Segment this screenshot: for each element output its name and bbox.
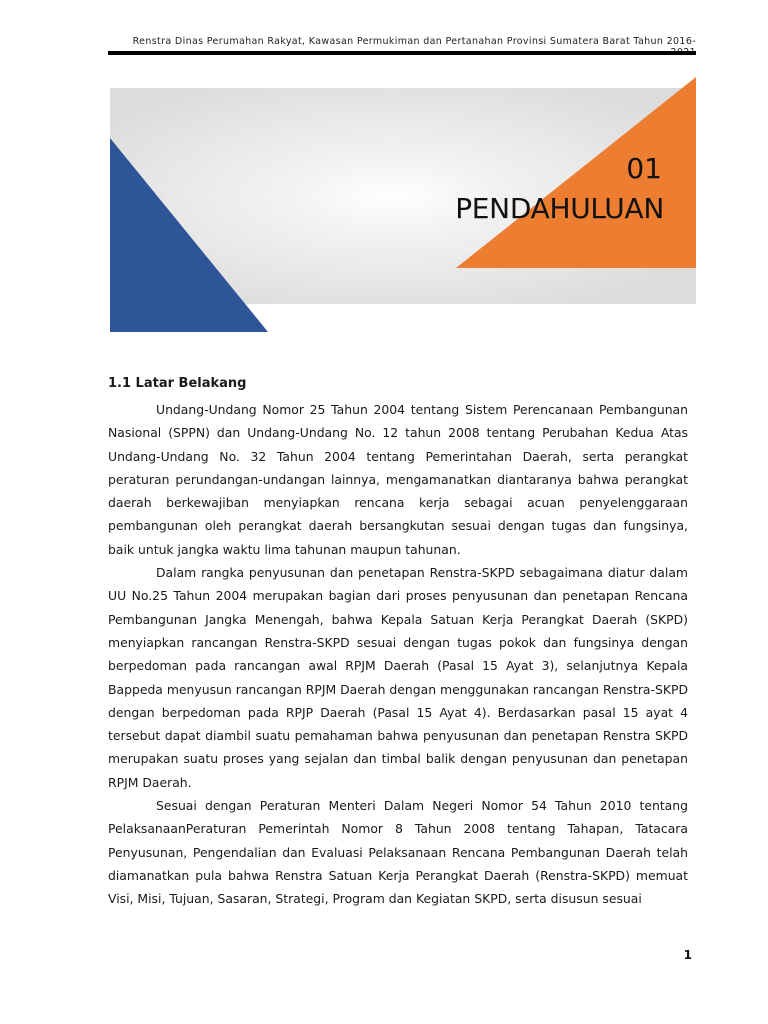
paragraph: Undang-Undang Nomor 25 Tahun 2004 tentang Sistem Perencanaan Pembangunan Nasional (SPPN) dan Undang-Undang No. 12 tahun 2008 tentang Perubahan Kedua Atas Undang-Undang No. 32 Tahun 2004 tentang Pemerintahan Daerah, serta perangkat peraturan perundangan-undangan lainnya, mengamanatkan diantaranya bahwa perangkat daerah berkewajiban menyiapkan rencana kerja sebagai acuan penyelenggaraan pembangunan oleh perangkat daerah bersangkutan sesuai dengan tugas dan fungsinya, baik untuk jangka waktu lima tahunan maupun tahunan. [108, 402, 688, 557]
body-text [108, 398, 688, 911]
page-number: 1 [683, 948, 692, 962]
paragraph: Sesuai dengan Peraturan Menteri Dalam Negeri Nomor 54 Tahun 2010 tentang PelaksanaanPeraturan Pemerintah Nomor 8 Tahun 2008 tentang Tahapan, Tatacara Penyusunan, Pengendalian dan Evaluasi Pelaksanaan Rencana Pembangunan Daerah telah diamanatkan pula bahwa Renstra Satuan Kerja Perangkat Daerah (Renstra-SKPD) memuat Visi, Misi, Tujuan, Sasaran, Strategi, Program dan Kegiatan SKPD, serta disusun sesuai [108, 798, 688, 907]
chapter-title: PENDAHULUAN [455, 192, 664, 225]
paragraph: Dalam rangka penyusunan dan penetapan Renstra-SKPD sebagaimana diatur dalam UU No.25 Tahun 2004 merupakan bagian dari proses penyusunan dan penetapan Rencana Pembangunan Jangka Menengah, bahwa Kepala Satuan Kerja Perangkat Daerah (SKPD) menyiapkan rancangan Renstra-SKPD sesuai dengan tugas pokok dan fungsinya dengan berpedoman pada rancangan awal RPJM Daerah (Pasal 15 Ayat 3), selanjutnya Kepala Bappeda menyusun rancangan RPJM Daerah dengan menggunakan rancangan Renstra-SKPD dengan berpedoman pada RPJP Daerah (Pasal 15 Ayat 4). Berdasarkan pasal 15 ayat 4 tersebut dapat diambil suatu pemahaman bahwa penyusunan dan penetapan Renstra SKPD merupakan suatu proses yang sejalan dan timbal balik dengan penyusunan dan penetapan RPJM Daerah. [108, 565, 688, 790]
section-heading: 1.1 Latar Belakang [108, 376, 247, 391]
chapter-number: 01 [626, 152, 662, 185]
running-header: Renstra Dinas Perumahan Rakyat, Kawasan Permukiman dan Pertanahan Provinsi Sumatera Barat Tahun 2016- [132, 36, 696, 47]
